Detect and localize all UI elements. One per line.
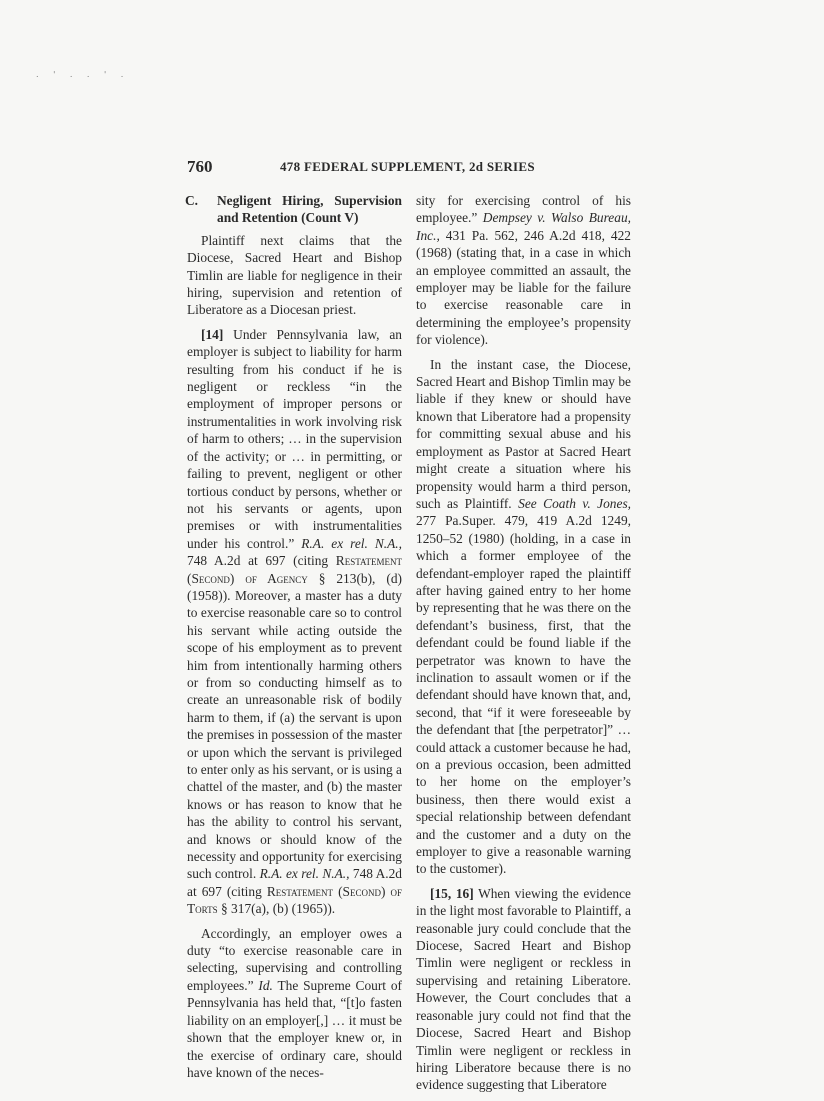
headnote-number: [14] [201, 326, 224, 342]
paragraph-text: 277 Pa.Super. 479, 419 A.2d 1249, 1250–52 (1980) (holding, in a case in which a former employee of the defendant-employer raped the plaintiff after having gained entry to her home by representing that he was there on the defendant’s business, first, that the defendant could be found liable if the perpetrator was known to have the inclination to assault women or if the defendant should have known that, and, second, that “if it were foreseeable by the defendant that [the perpetrator]” … could attack a customer because he had, on a previous occasion, been admitted to her home on the employer’s business, then there would exist a special relationship between defendant and the customer and a duty on the employer to give a reasonable warning to the customer). [416, 513, 631, 877]
section-heading [187, 192, 402, 227]
case-citation: R.A. ex rel. N.A., [259, 866, 350, 882]
paragraph [187, 925, 402, 1082]
case-citation: Id. [258, 977, 273, 993]
paragraph [187, 326, 402, 918]
restatement-citation: Restatement (Second) of Torts [187, 883, 403, 917]
paragraph-text: The Supreme Court of Pennsylvania has held that, “[t]o fasten liability on an employer[,] … it must be shown that the employer knew or, in the exercise of ordinary care, should have known of the neces- [187, 977, 402, 1080]
section-letter: C. [185, 193, 199, 208]
paragraph-text: 748 A.2d at 697 (citing [187, 553, 336, 569]
paragraph [416, 885, 631, 1094]
restatement-citation: Restatement (Second) of Agency [187, 553, 402, 586]
right-column [416, 192, 631, 1101]
headnote-number: [15, 16] [430, 885, 474, 901]
paragraph-text: Under Pennsylvania law, an employer is subject to liability for harm resulting from his conduct if he is negligent or reckless “in the employment of improper persons or instrumentalities in work involving risk of harm to others; … in the supervision of the activity; or … in permitting, or failing to prevent, negligent or other tortious conduct by persons, whether or not his servants or agents, upon premises or with instrumentalities under his control.” [187, 326, 402, 551]
paragraph [416, 192, 631, 349]
paragraph-text: Plaintiff next claims that the Diocese, Sacred Heart and Bishop Timlin are liable for negligence in their hiring, supervision and retention of Liberatore as a Diocesan priest. [187, 232, 402, 318]
paragraph-text: 431 Pa. 562, 246 A.2d 418, 422 (1968) (stating that, in a case in which an employee committed an assault, the employer may be liable for the failure to exercise reasonable care in determining the employee’s propensity for violence). [416, 227, 631, 348]
running-head: 478 FEDERAL SUPPLEMENT, 2d SERIES [280, 159, 535, 174]
page-number: 760 [187, 157, 213, 176]
paragraph-text: In the instant case, the Diocese, Sacred Heart and Bishop Timlin may be liable if they knew or should have known that Liberatore had a propensity for committing sexual abuse and his employment as Pastor at Sacred Heart might create a situation where his propensity would harm a third person, such as Plaintiff. [416, 356, 631, 511]
paragraph-text: 748 A.2d at 697 (citing [187, 866, 402, 899]
paragraph-text: § 213(b), (d) (1958)). Moreover, a master has a duty to exercise reasonable care so to control his servant while acting outside the scope of his employment as to prevent him from intentionally harming others or from so conducting himself as to create an unreasonable risk of bodily harm to them, if (a) the servant is upon the premises in possession of the master or upon which the servant is privileged to enter only as his servant, or is using a chattel of the master, and (b) the master knows or has reason to know that he has the ability to control his servant, and knows or should know of the necessity and opportunity for exercising such control. [187, 570, 402, 882]
case-citation: See Coath v. Jones, [518, 495, 632, 511]
paragraph-text: sity for exercising control of his employee.” [416, 193, 631, 226]
paragraph [187, 232, 402, 319]
case-citation: R.A. ex rel. N.A., [301, 535, 402, 551]
paragraph-text: Accordingly, an employer owes a duty “to exercise reasonable care in selecting, supervising and controlling employees.” [187, 925, 402, 993]
section-title: Negligent Hiring, Supervision and Retention (Count V) [217, 193, 402, 226]
left-column [187, 192, 402, 1088]
paragraph-text: § 317(a), (b) (1965)). [217, 901, 336, 917]
paragraph-text: When viewing the evidence in the light most favorable to Plaintiff, a reasonable jury could conclude that the Diocese, Sacred Heart and Bishop Timlin were negligent or reckless in supervising and retaining Liberatore. However, the Court concludes that a reasonable jury could not find that the Diocese, Sacred Heart and Bishop Timlin were negligent or reckless in hiring Liberatore because there is no evidence suggesting that Liberatore [416, 885, 632, 1093]
case-citation: Dempsey v. Walso Bureau, Inc., [416, 210, 631, 243]
scan-speck: . ' . . ' . [36, 70, 130, 79]
paragraph [416, 356, 631, 878]
